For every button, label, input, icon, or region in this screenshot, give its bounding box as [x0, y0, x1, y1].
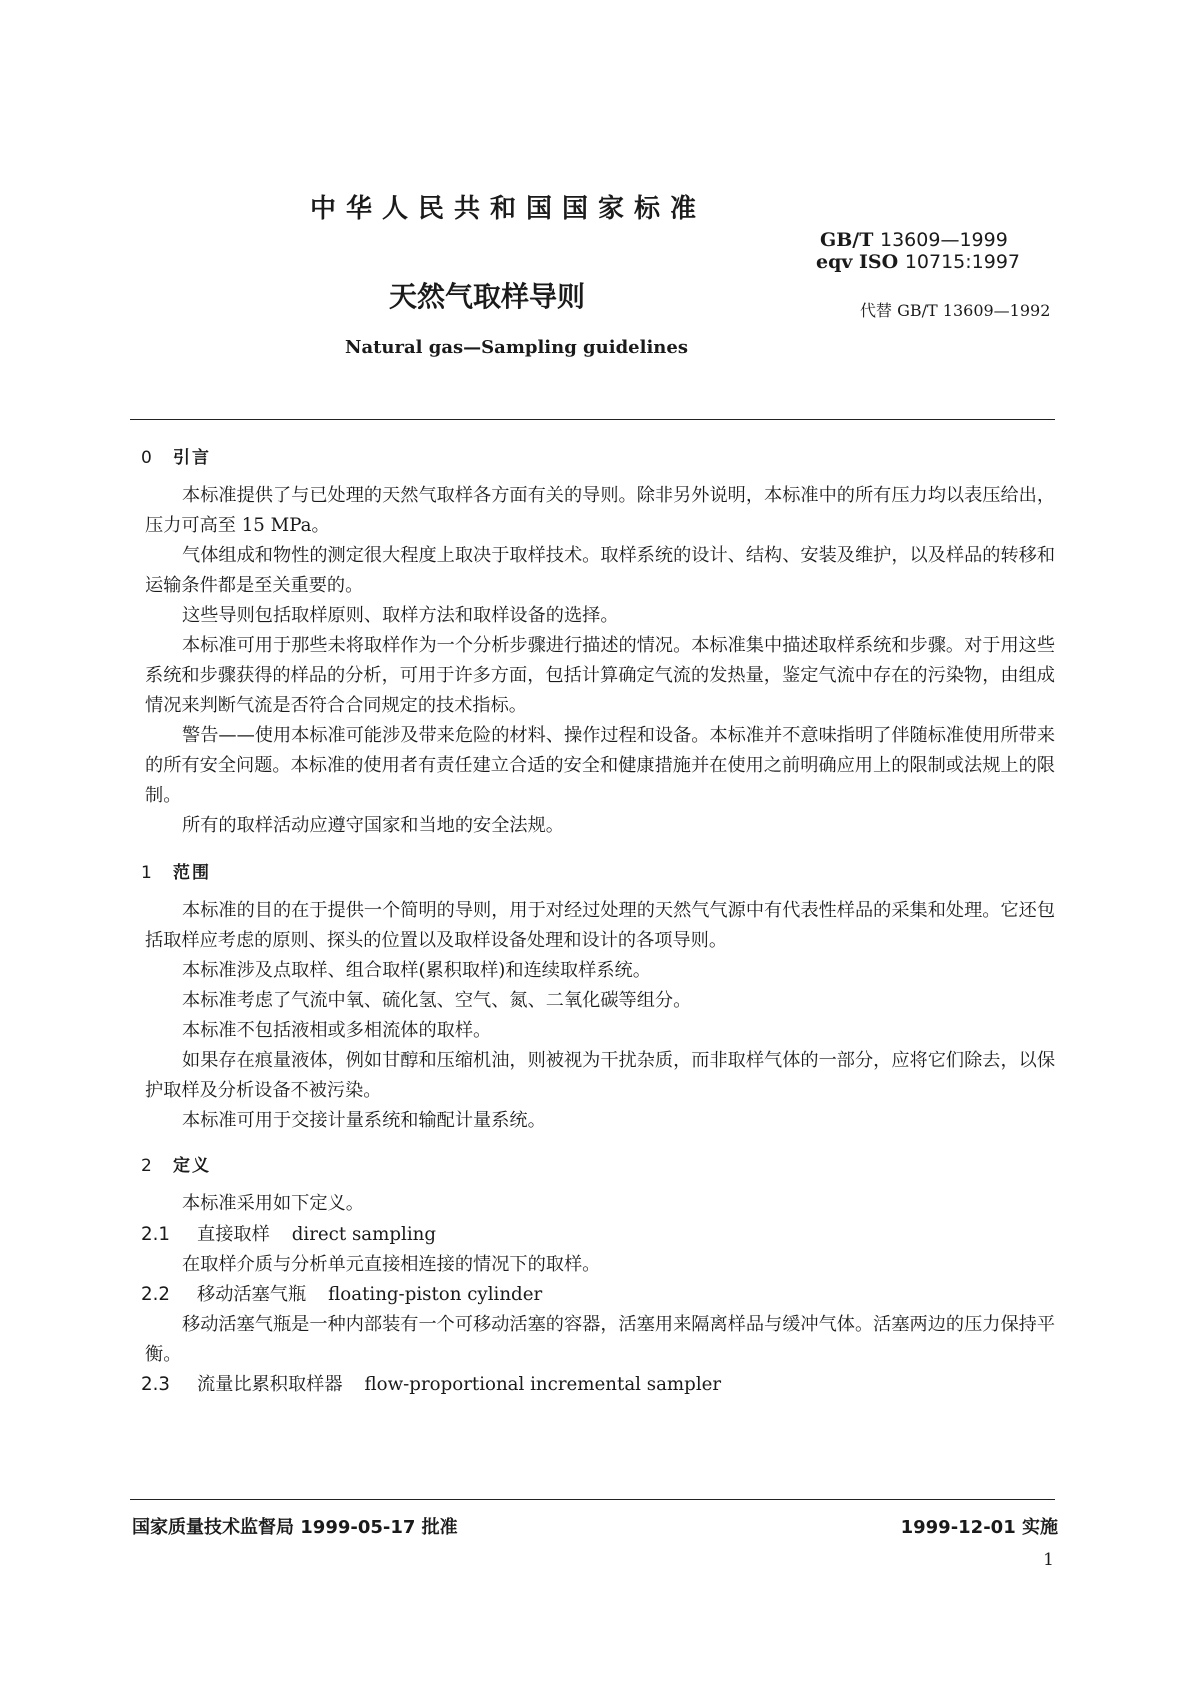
section-title: 引言: [173, 448, 211, 468]
paragraph: 本标准不包括液相或多相流体的取样。: [182, 1020, 492, 1041]
warning-paragraph: 警告——使用本标准可能涉及带来危险的材料、操作过程和设备。本标准并不意味指明了伴随标准使用所带来的所有安全问题。本标准的使用者有责任建立合适的安全和健康措施并在使用之前明确应用上的限制或法规上的限制。: [145, 725, 1056, 806]
paragraph: 气体组成和物性的测定很大程度上取决于取样技术。取样系统的设计、结构、安装及维护，以及样品的转移和运输条件都是至关重要的。: [145, 545, 1056, 596]
paragraph: 本标准考虑了气流中氧、硫化氢、空气、氮、二氧化碳等组分。: [182, 990, 692, 1011]
term-en: floating-piston cylinder: [328, 1284, 543, 1305]
term-number: 2.1: [141, 1224, 170, 1245]
paragraph: 本标准可用于交接计量系统和输配计量系统。: [182, 1110, 546, 1131]
paragraph: 本标准的目的在于提供一个简明的导则，用于对经过处理的天然气气源中有代表性样品的采集和处理。它还包括取样应考虑的原则、探头的位置以及取样设备处理和设计的各项导则。: [145, 900, 1056, 951]
term-cn: 直接取样: [197, 1224, 270, 1245]
term-cn: 流量比累积取样器: [197, 1374, 343, 1395]
document-title-en: Natural gas—Sampling guidelines: [345, 337, 688, 358]
term-2-1: [141, 1220, 436, 1246]
equivalent-standard-prefix: eqv ISO: [816, 251, 899, 273]
term-en: flow-proportional incremental sampler: [364, 1374, 722, 1395]
equivalent-standard-number: 10715:1997: [904, 251, 1021, 273]
paragraph: 本标准提供了与已处理的天然气取样各方面有关的导则。除非另外说明，本标准中的所有压力均以表压给出，压力可高至 15 MPa。: [145, 485, 1056, 536]
term-2-3: [141, 1370, 721, 1396]
standard-code-number: 13609—1999: [880, 229, 1008, 251]
section-heading-2: [141, 1151, 211, 1176]
section-heading-0: [141, 443, 211, 468]
section-title: 范围: [173, 863, 211, 883]
term-number: 2.3: [141, 1374, 170, 1395]
standard-code-prefix: GB/T: [820, 229, 874, 251]
term-2-2: [141, 1280, 542, 1306]
standard-code: [820, 230, 1008, 250]
term-definition: 移动活塞气瓶是一种内部装有一个可移动活塞的容器，活塞用来隔离样品与缓冲气体。活塞两边的压力保持平衡。: [145, 1314, 1056, 1365]
section-number: 2: [141, 1156, 152, 1176]
paragraph: 所有的取样活动应遵守国家和当地的安全法规。: [182, 815, 564, 836]
replaces-standard: 代替 GB/T 13609—1992: [860, 301, 1051, 320]
footer-divider: [130, 1499, 1055, 1500]
term-definition: 在取样介质与分析单元直接相连接的情况下的取样。: [182, 1254, 601, 1275]
section-title: 定义: [173, 1156, 211, 1176]
term-number: 2.2: [141, 1284, 170, 1305]
page-number: 1: [1043, 1550, 1054, 1570]
national-standard-heading: 中华人民共和国国家标准: [310, 194, 707, 224]
paragraph: 本标准涉及点取样、组合取样(累积取样)和连续取样系统。: [182, 960, 651, 981]
header-divider: [130, 419, 1055, 420]
term-en: direct sampling: [291, 1224, 437, 1245]
term-cn: 移动活塞气瓶: [197, 1284, 307, 1305]
section-number: 1: [141, 863, 152, 883]
paragraph: 这些导则包括取样原则、取样方法和取样设备的选择。: [182, 605, 619, 626]
paragraph: 本标准采用如下定义。: [182, 1193, 364, 1214]
section-number: 0: [141, 448, 152, 468]
equivalent-standard: [816, 252, 1020, 272]
paragraph: 如果存在痕量液体，例如甘醇和压缩机油，则被视为干扰杂质，而非取样气体的一部分，应将它们除去，以保护取样及分析设备不被污染。: [145, 1050, 1056, 1101]
implementation-date: 1999-12-01 实施: [900, 1517, 1058, 1538]
approval-date: 国家质量技术监督局 1999-05-17 批准: [132, 1517, 458, 1538]
document-title-cn: 天然气取样导则: [389, 280, 586, 313]
section-heading-1: [141, 858, 211, 883]
paragraph: 本标准可用于那些未将取样作为一个分析步骤进行描述的情况。本标准集中描述取样系统和步骤。对于用这些系统和步骤获得的样品的分析，可用于许多方面，包括计算确定气流的发热量，鉴定气流中存在的污染物，由组成情况来判断气流是否符合合同规定的技术指标。: [145, 635, 1056, 716]
